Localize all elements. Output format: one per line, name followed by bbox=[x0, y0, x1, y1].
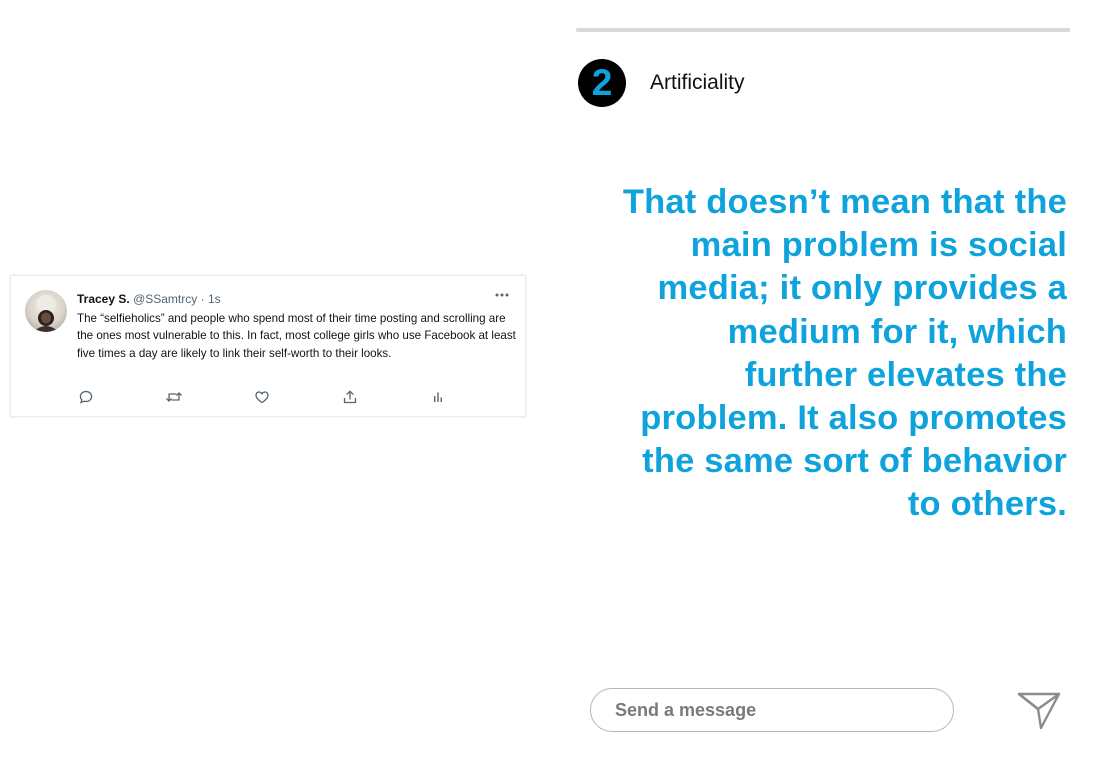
story-body-text: That doesn’t mean that the main problem is social media; it only provides a medium for it, which further elevates the problem. It also promotes the same sort of behavior to others. bbox=[622, 183, 1067, 524]
tweet-author-name[interactable]: Tracey S. bbox=[77, 292, 130, 306]
tweet-timestamp[interactable]: 1s bbox=[207, 292, 221, 306]
tweet-author-handle[interactable]: @SSamtrcy bbox=[133, 292, 198, 306]
tweet-header bbox=[77, 292, 221, 306]
story-progress-fill bbox=[576, 28, 1070, 32]
retweet-icon[interactable] bbox=[165, 388, 183, 406]
embedded-tweet[interactable] bbox=[10, 275, 526, 417]
more-icon[interactable] bbox=[493, 288, 511, 302]
analytics-icon[interactable] bbox=[429, 388, 447, 406]
send-button[interactable] bbox=[1014, 686, 1064, 734]
step-title: Artificiality bbox=[650, 71, 745, 94]
send-icon bbox=[1016, 689, 1062, 731]
tweet-actions bbox=[77, 388, 477, 406]
message-input[interactable] bbox=[590, 688, 954, 732]
tweet-separator: · bbox=[200, 292, 205, 306]
avatar[interactable] bbox=[25, 290, 67, 332]
reply-icon[interactable] bbox=[77, 388, 95, 406]
story-progress-bar bbox=[576, 28, 1070, 32]
step-number-badge: 2 bbox=[578, 59, 626, 107]
share-icon[interactable] bbox=[341, 388, 359, 406]
like-icon[interactable] bbox=[253, 388, 271, 406]
tweet-body: The “selfieholics” and people who spend most of their time posting and scrolling are the ones most vulnerable to this. In fact, most college girls who use Facebook at least five times a day are likely to link their self-worth to their looks. bbox=[77, 312, 516, 360]
